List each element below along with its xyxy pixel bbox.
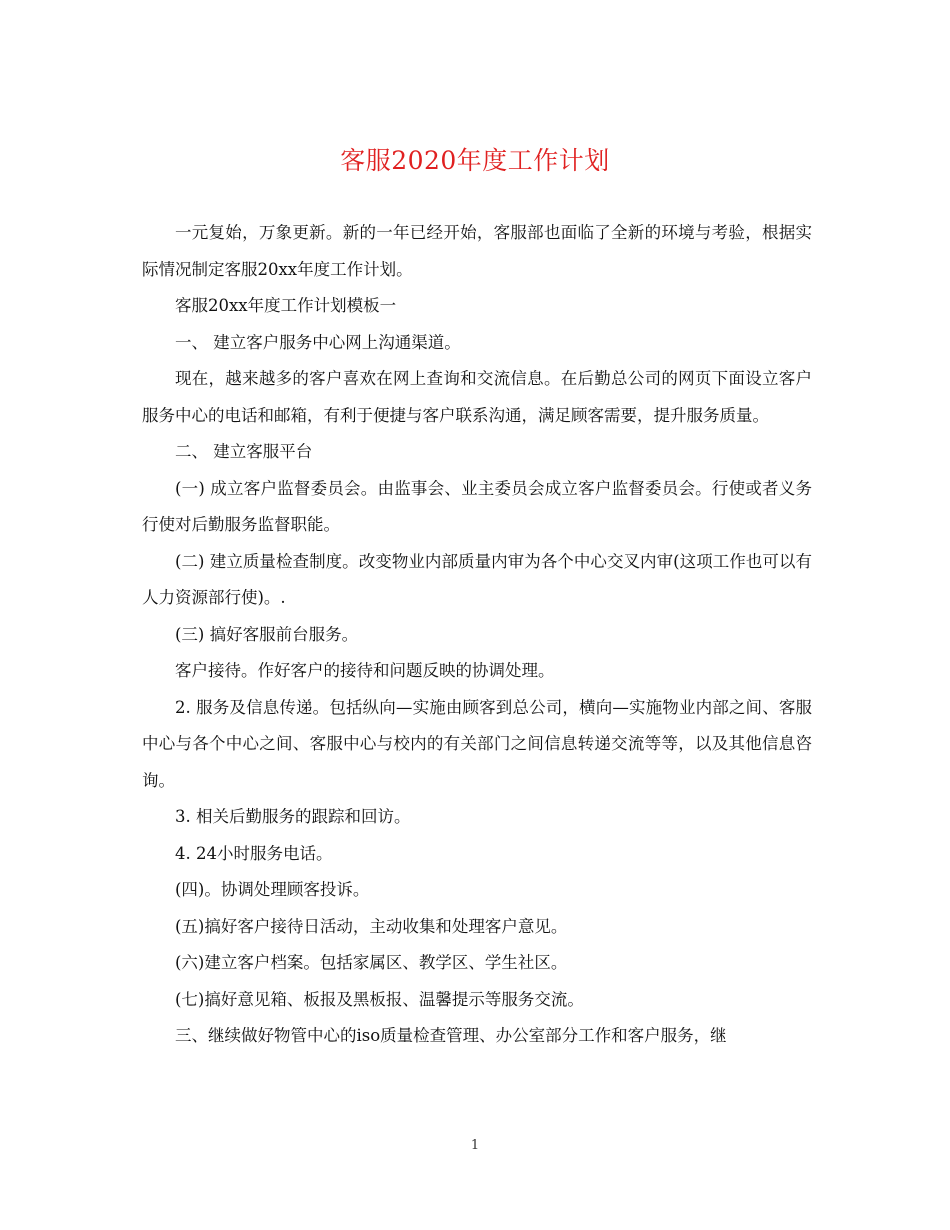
paragraph-section-1-body: 现在，越来越多的客户喜欢在网上查询和交流信息。在后勤总公司的网页下面设立客户服务中心的电话和邮箱，有利于便捷与客户联系沟通，满足顾客需要，提升服务质量。 [142, 369, 812, 425]
paragraph-template-heading: 客服20xx年度工作计划模板一 [175, 296, 397, 315]
paragraph-item-2: (二) 建立质量检查制度。改变物业内部质量内审为各个中心交叉内审(这项工作也可以有人力资源部行使)。. [142, 551, 812, 607]
paragraph-section-2-heading: 二、 建立客服平台 [175, 442, 313, 461]
paragraph-reception: 客户接待。作好客户的接待和问题反映的协调处理。 [175, 661, 555, 680]
paragraph-section-3: 三、继续做好物管中心的iso质量检查管理、办公室部分工作和客户服务，继 [175, 1026, 727, 1045]
paragraph-info-transfer: 2. 服务及信息传递。包括纵向—实施由顾客到总公司，横向—实施物业内部之间、客服中心与各个中心之间、客服中心与校内的有关部门之间信息转递交流等等，以及其他信息咨询。 [142, 697, 812, 790]
document-title: 客服2020年度工作计划 [340, 146, 610, 175]
document-body [142, 215, 812, 1055]
paragraph-item-3: (三) 搞好客服前台服务。 [175, 624, 359, 644]
paragraph-intro: 一元复始，万象更新。新的一年已经开始，客服部也面临了全新的环境与考验，根据实际情况制定客服20xx年度工作计划。 [142, 223, 812, 279]
page-number: 1 [470, 1138, 480, 1153]
paragraph-follow-up: 3. 相关后勤服务的跟踪和回访。 [175, 807, 411, 826]
paragraph-item-5: (五)搞好客户接待日活动，主动收集和处理客户意见。 [175, 916, 568, 936]
paragraph-item-1: (一) 成立客户监督委员会。由监事会、业主委员会成立客户监督委员会。行使或者义务行使对后勤服务监督职能。 [142, 478, 812, 534]
paragraph-item-7: (七)搞好意见箱、板报及黑板报、温馨提示等服务交流。 [175, 989, 584, 1009]
paragraph-section-1-heading: 一、 建立客户服务中心网上沟通渠道。 [175, 332, 461, 352]
paragraph-hotline: 4. 24小时服务电话。 [175, 843, 333, 863]
paragraph-item-4: (四)。协调处理顾客投诉。 [175, 880, 370, 899]
paragraph-item-6: (六)建立客户档案。包括家属区、教学区、学生社区。 [175, 953, 568, 972]
